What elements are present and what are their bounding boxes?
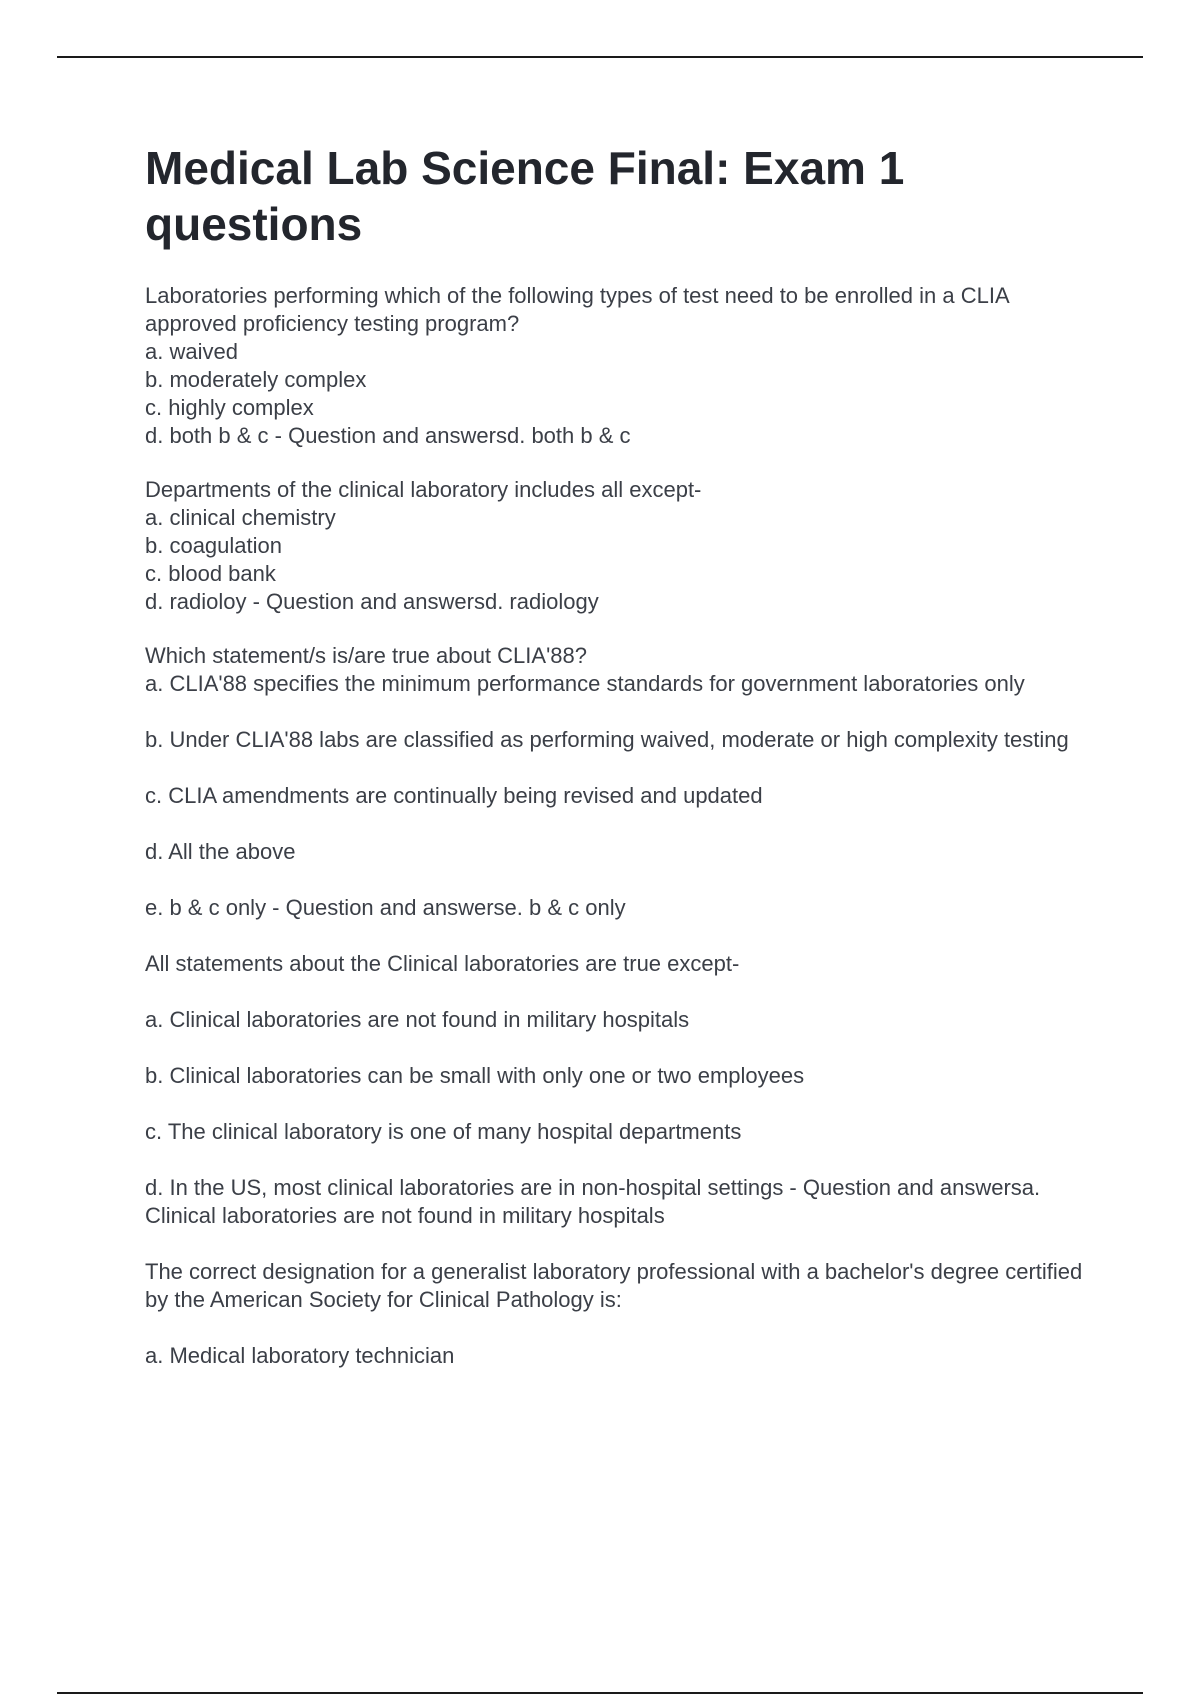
- question-1-option-d-answer: d. both b & c - Question and answersd. both b & c: [145, 423, 631, 448]
- question-2: [145, 476, 1095, 616]
- question-3-option-b: b. Under CLIA'88 labs are classified as performing waived, moderate or high complexity testing: [145, 727, 1069, 752]
- question-2-option-b: b. coagulation: [145, 533, 282, 558]
- question-3: [145, 642, 1095, 922]
- question-3-option-d: d. All the above: [145, 839, 296, 864]
- question-4: [145, 950, 1095, 1230]
- question-5: [145, 1258, 1095, 1370]
- question-4-option-c: c. The clinical laboratory is one of many hospital departments: [145, 1119, 742, 1144]
- question-4-option-d-answer: d. In the US, most clinical laboratories are in non-hospital settings - Question and answersa. Clinical laboratories are not found in military hospitals: [145, 1175, 1041, 1228]
- question-4-option-b: b. Clinical laboratories can be small with only one or two employees: [145, 1063, 805, 1088]
- question-2-option-d-answer: d. radioloy - Question and answersd. radiology: [145, 589, 599, 614]
- question-2-option-a: a. clinical chemistry: [145, 505, 336, 530]
- top-divider: [57, 56, 1143, 58]
- question-1-option-b: b. moderately complex: [145, 367, 367, 392]
- question-2-stem: Departments of the clinical laboratory includes all except-: [145, 477, 702, 502]
- page-title: Medical Lab Science Final: Exam 1 questions: [145, 142, 905, 250]
- question-4-option-a: a. Clinical laboratories are not found in military hospitals: [145, 1007, 690, 1032]
- question-5-stem: The correct designation for a generalist laboratory professional with a bachelor's degree certified by the American Society for Clinical Pathology is:: [145, 1259, 1083, 1312]
- bottom-divider: [57, 1692, 1143, 1694]
- question-4-stem: All statements about the Clinical laboratories are true except-: [145, 951, 740, 976]
- question-3-option-e-answer: e. b & c only - Question and answerse. b & c only: [145, 895, 626, 920]
- question-1-stem: Laboratories performing which of the following types of test need to be enrolled in a CLIA approved proficiency testing program?: [145, 283, 1009, 336]
- question-5-option-a: a. Medical laboratory technician: [145, 1343, 455, 1368]
- question-3-stem: Which statement/s is/are true about CLIA'88?: [145, 643, 587, 668]
- question-1-option-a: a. waived: [145, 339, 238, 364]
- question-3-option-c: c. CLIA amendments are continually being revised and updated: [145, 783, 763, 808]
- document-body: [145, 140, 1095, 1370]
- question-2-option-c: c. blood bank: [145, 561, 276, 586]
- question-1: [145, 282, 1095, 450]
- question-3-option-a: a. CLIA'88 specifies the minimum performance standards for government laboratories only: [145, 671, 1025, 696]
- question-1-option-c: c. highly complex: [145, 395, 314, 420]
